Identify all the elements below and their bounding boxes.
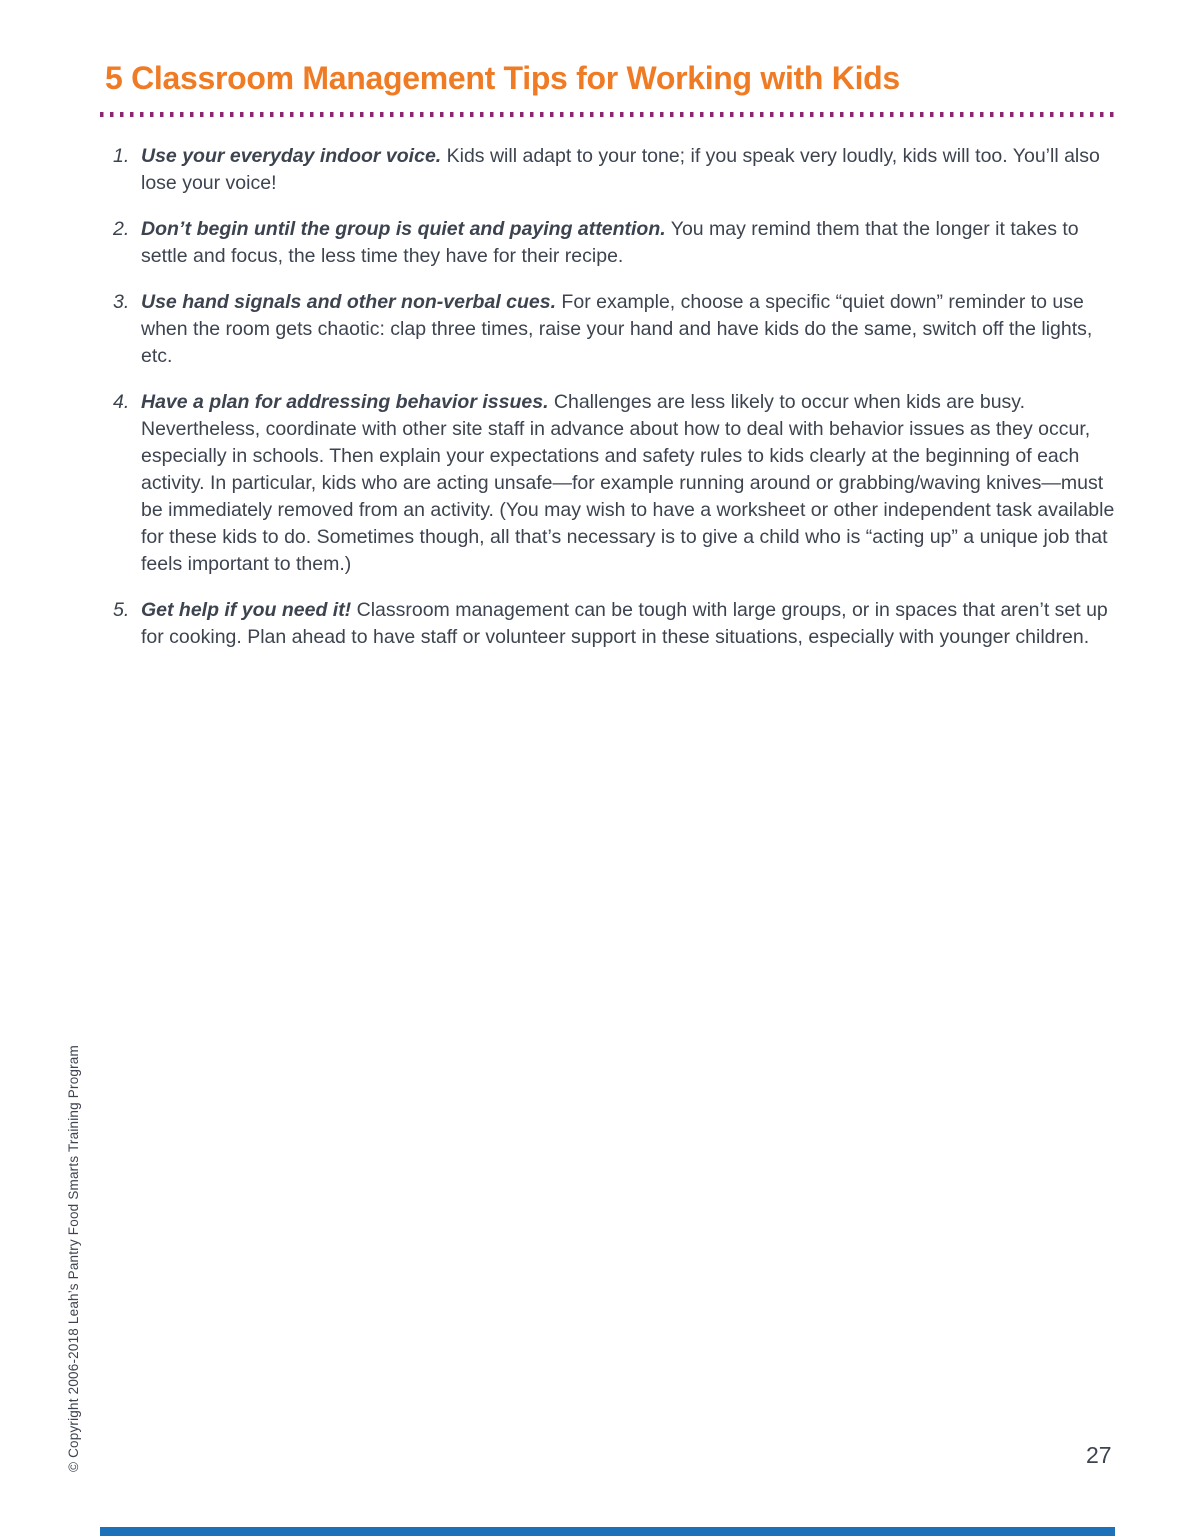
tip-number: 4. — [113, 391, 130, 413]
tip-item-1 — [113, 143, 1116, 197]
tip-lead: Don’t begin until the group is quiet and paying attention. — [141, 218, 666, 240]
tip-number: 1. — [113, 145, 130, 167]
tip-number: 5. — [113, 599, 130, 621]
tip-body: Kids will adapt to your tone; if you speak very loudly, kids will too. You’ll also lose your voice! — [141, 145, 1100, 194]
tip-number: 2. — [113, 218, 130, 240]
tip-body: For example, choose a specific “quiet down” reminder to use when the room gets chaotic: clap three times, raise your hand and have kids do the same, switch off the lights, etc. — [141, 291, 1093, 367]
tip-item-2 — [113, 216, 1116, 270]
tip-lead: Use hand signals and other non-verbal cues. — [141, 291, 557, 313]
tip-body: You may remind them that the longer it takes to settle and focus, the less time they have for their recipe. — [141, 218, 1079, 267]
tip-text — [141, 597, 1116, 651]
page-title: 5 Classroom Management Tips for Working with Kids — [105, 60, 900, 96]
copyright-sidebar-text: © Copyright 2006-2018 Leah’s Pantry Food Smarts Training Program — [66, 1045, 81, 1472]
tip-text — [141, 289, 1116, 370]
tip-item-5 — [113, 597, 1116, 651]
tip-text — [141, 216, 1116, 270]
footer-accent-bar — [100, 1527, 1115, 1536]
tip-body: Challenges are less likely to occur when kids are busy. Nevertheless, coordinate with other site staff in advance about how to deal with behavior issues as they occur, especially in schools. Then explain your expectations and safety rules to kids clearly at the beginning of each activity. In particular, kids who are acting unsafe—for example running around or grabbing/waving knives—must be immediately removed from an activity. (You may wish to have a worksheet or other independent task available for these kids to do. Sometimes though, all that’s necessary is to give a child who is “acting up” a unique job that feels important to them.) — [141, 391, 1115, 575]
tip-number: 3. — [113, 291, 130, 313]
tip-item-3 — [113, 289, 1116, 370]
page-number: 27 — [1086, 1442, 1112, 1468]
tip-lead: Get help if you need it! — [141, 599, 352, 621]
tip-lead: Use your everyday indoor voice. — [141, 145, 442, 167]
dotted-divider — [100, 112, 1118, 117]
tips-list — [113, 143, 1116, 670]
tip-text — [141, 143, 1116, 197]
tip-item-4 — [113, 389, 1116, 578]
tip-lead: Have a plan for addressing behavior issues. — [141, 391, 549, 413]
tip-body: Classroom management can be tough with large groups, or in spaces that aren’t set up for cooking. Plan ahead to have staff or volunteer support in these situations, especially with younger children. — [141, 599, 1108, 648]
tip-text — [141, 389, 1116, 578]
